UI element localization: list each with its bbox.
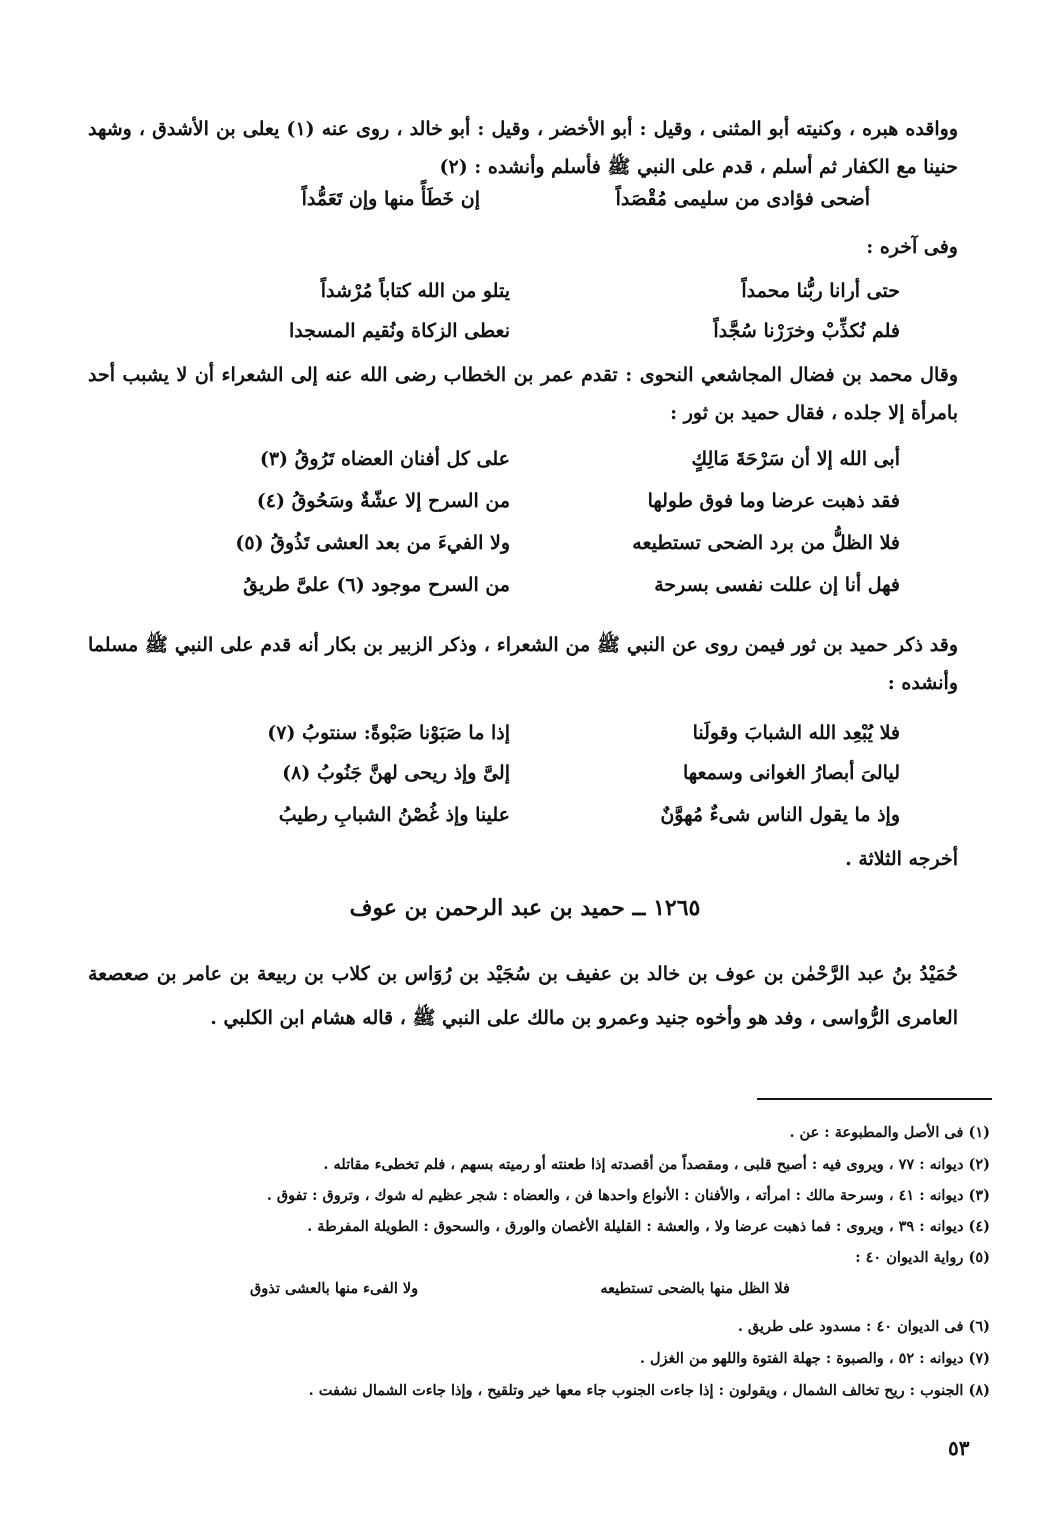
verse-hemistich-first: فلا الظلُّ من برد الضحى تستطيعه (632, 532, 900, 554)
verse-line (180, 762, 900, 800)
verse-hemistich-first: أبى الله إلا أن سَرْحَةَ مَالِكٍ (691, 448, 900, 470)
verse-line (180, 574, 900, 612)
verse-line (150, 188, 870, 226)
verse-line (180, 532, 900, 570)
verse-hemistich-first: فلا يُبْعِد الله الشبابَ وقولَنا (692, 722, 900, 744)
verse-hemistich-first: أضحى فؤادى من سليمى مُقْصَداً (615, 188, 870, 210)
verse-line (180, 804, 900, 842)
label-in-its-end: وفى آخره : (866, 236, 958, 258)
verse-hemistich-first: فلم نُكذِّبْ وخرَرْنا سُجَّداً (713, 320, 900, 342)
footnote-divider (757, 1098, 992, 1100)
paragraph-umar: وقال محمد بن فضال المجاشعي النحوى : تقدم عمر بن الخطاب رضى الله عنه إلى الشعراء أن لا يشبب أحد بامرأة إلا جلده ، فقال حميد بن ثور : (88, 364, 958, 424)
verse-hemistich-second: علينا وإذ غُصْنُ الشبابِ رطيبُ (278, 804, 510, 826)
verse-line (180, 490, 900, 528)
verse-hemistich-second: نعطى الزكاة ونُقيم المسجدا (288, 320, 510, 342)
verse-hemistich-first: ليالىَ أبصارُ الغوانى وسمعها (682, 762, 900, 784)
verse-hemistich-first: حتى أرانا ربُّنا محمداً (741, 280, 900, 302)
verse-hemistich-second: على كل أفنان العضاه تَرُوقُ (٣) (259, 448, 510, 470)
footnote-verse-first: فلا الظل منها بالضحى تستطيعه (600, 1280, 790, 1297)
verse-hemistich-first: فهل أنا إن عللت نفسى بسرحة (654, 574, 900, 596)
label-narrated-by-three: أخرجه الثلاثة . (845, 848, 958, 870)
footnote-6: (٦) فى الديوان ٤٠ : مسدود على طريق . (737, 1318, 990, 1335)
verse-hemistich-second: إلىَّ وإذ ريحى لهنَّ جَنُوبُ (٨) (282, 762, 510, 784)
verse-line (180, 280, 900, 318)
verse-hemistich-second: إذا ما صَبَوْنا صَبْوةً: سنتوبُ (٧) (267, 722, 510, 744)
footnote-7: (٧) ديوانه : ٥٢ ، والصبوة : جهلة الفتوة واللهو من الغزل . (639, 1350, 990, 1367)
footnote-1: (١) فى الأصل والمطبوعة : عن . (789, 1124, 990, 1141)
verse-hemistich-first: فقد ذهبت عرضا وما فوق طولها (647, 490, 900, 512)
footnote-2: (٢) ديوانه : ٧٧ ، ويروى فيه : أصبح قلبى ، ومقصداً من أقصدته إذا طعنته أو رميته بسهم ، فلم تخطىء مقاتله . (323, 1156, 990, 1173)
paragraph-biography: حُمَيْدُ بنُ عبد الرَّحْمٰن بن عوف بن خالد بن عفيف بن سُجَيْد بن رُوَاس بن كلاب بن ربيعة بن عامر بن صعصعة العامرى الرُّواسى ، وفد هو وأخوه جنيد وعمرو بن مالك على النبي ﷺ ، قاله هشام ابن الكلبي . (88, 963, 958, 1029)
paragraph-intro: وواقده هبره ، وكنيته أبو المثنى ، وقيل : أبو الأخضر ، وقيل : أبو خالد ، روى عنه (١) يعلى بن الأشدق ، وشهد حنينا مع الكفار ثم أسلم ، قدم على النبي ﷺ فأسلم وأنشده : (٢) (88, 118, 958, 178)
verse-hemistich-second: من السرح موجود (٦) علىَّ طريقُ (243, 574, 510, 596)
verse-hemistich-second: ولا الفيءَ من بعد العشى تَذُوقُ (٥) (235, 532, 510, 554)
verse-line (180, 448, 900, 486)
footnote-verse-second: ولا الفىء منها بالعشى تذوق (250, 1280, 419, 1297)
verse-hemistich-first: وإذ ما يقول الناس شىءٌ مُهوَّنٌ (660, 804, 900, 826)
section-title: ١٢٦٥ ــ حميد بن عبد الرحمن بن عوف (349, 895, 701, 921)
verse-line (180, 722, 900, 760)
verse-hemistich-second: يتلو من الله كتاباً مُرْشداً (320, 280, 510, 302)
footnote-8: (٨) الجنوب : ريح تخالف الشمال ، ويقولون : إذا جاءت الجنوب جاء معها خير وتلقيح ، وإذا جاءت الشمال نشفت . (308, 1382, 990, 1399)
verse-line (180, 320, 900, 358)
page-number: ٥٣ (948, 1436, 970, 1460)
footnote-4: (٤) ديوانه : ٣٩ ، ويروى : فما ذهبت عرضا ولا ، والعشة : القليلة الأغصان والورق ، والسحوق : الطويلة المفرطة . (307, 1218, 990, 1235)
paragraph-humayd: وقد ذكر حميد بن ثور فيمن روى عن النبي ﷺ من الشعراء ، وذكر الزبير بن بكار أنه قدم على النبي ﷺ مسلما وأنشده : (88, 634, 958, 694)
verse-hemistich-second: إن خَطَأً منها وإن تَعَمُّداً (301, 188, 480, 210)
verse-hemistich-second: من السرح إلا عشّةٌ وسَحُوقُ (٤) (256, 490, 510, 512)
footnote-5: (٥) رواية الديوان ٤٠ : (855, 1249, 990, 1266)
footnote-3: (٣) ديوانه : ٤١ ، وسرحة مالك : امرأته ، والأفنان : الأنواع واحدها فن ، والعضاه : شجر عظيم له شوك ، وتروق : تفوق . (266, 1187, 990, 1204)
